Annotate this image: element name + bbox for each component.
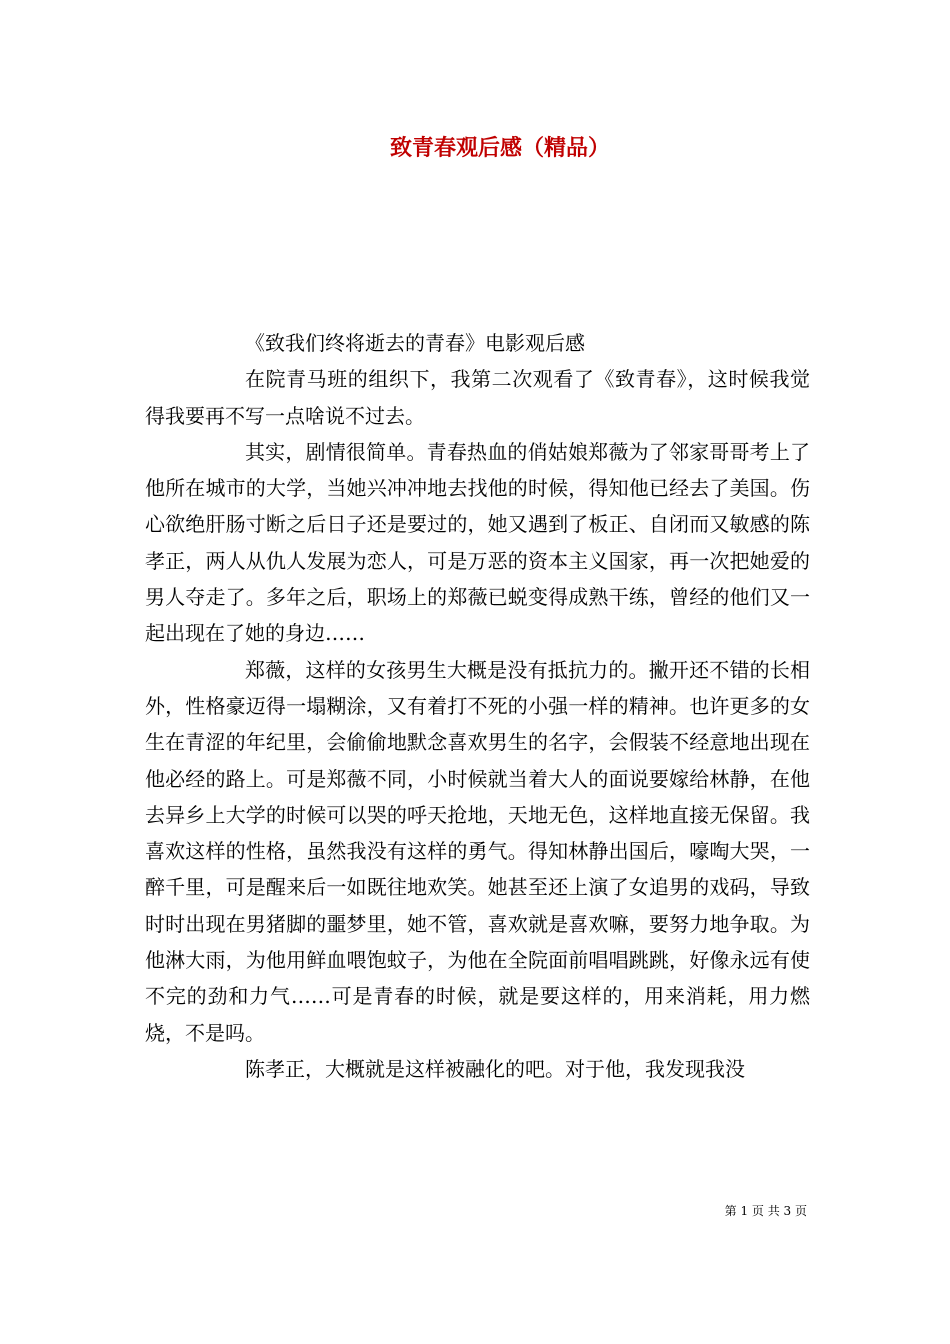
document-subtitle: 《致我们终将逝去的青春》电影观后感 <box>245 331 585 355</box>
paragraph-3: 郑薇，这样的女孩男生大概是没有抵抗力的。撇开还不错的长相外，性格豪迈得一塌糊涂，又有着打不死的小强一样的精神。也许更多的女生在青涩的年纪里，会偷偷地默念喜欢男生的名字，会假装不经意地出现在他必经的路上。可是郑薇不同，小时候就当着大人的面说要嫁给林静，在他去异乡上大学的时候可以哭的呼天抢地，天地无色，这样地直接无保留。我喜欢这样的性格，虽然我没有这样的勇气。得知林静出国后，嚎啕大哭，一醉千里，可是醒来后一如既往地欢笑。她甚至还上演了女追男的戏码，导致时时出现在男猪脚的噩梦里，她不管，喜欢就是喜欢嘛，要努力地争取。为他淋大雨，为他用鲜血喂饱蚊子，为他在全院面前唱唱跳跳，好像永远有使不完的劲和力气……可是青春的时候，就是要这样的，用来消耗，用力燃烧，不是吗。 <box>145 657 810 1045</box>
paragraph-1: 在院青马班的组织下，我第二次观看了《致青春》，这时候我觉得我要再不写一点啥说不过去。 <box>145 367 810 428</box>
paragraph-2: 其实，剧情很简单。青春热血的俏姑娘郑薇为了邻家哥哥考上了他所在城市的大学，当她兴冲冲地去找他的时候，得知他已经去了美国。伤心欲绝肝肠寸断之后日子还是要过的，她又遇到了板正、自闭而又敏感的陈孝正，两人从仇人发展为恋人，可是万恶的资本主义国家，再一次把她爱的男人夺走了。多年之后，职场上的郑薇已蜕变得成熟干练，曾经的他们又一起出现在了她的身边…… <box>145 439 810 646</box>
document-title: 致青春观后感（精品） <box>389 135 610 161</box>
page-number: 第 1 页 共 3 页 <box>724 1204 807 1218</box>
document-body <box>145 325 810 1087</box>
paragraph-4: 陈孝正，大概就是这样被融化的吧。对于他，我发现我没 <box>245 1056 745 1081</box>
